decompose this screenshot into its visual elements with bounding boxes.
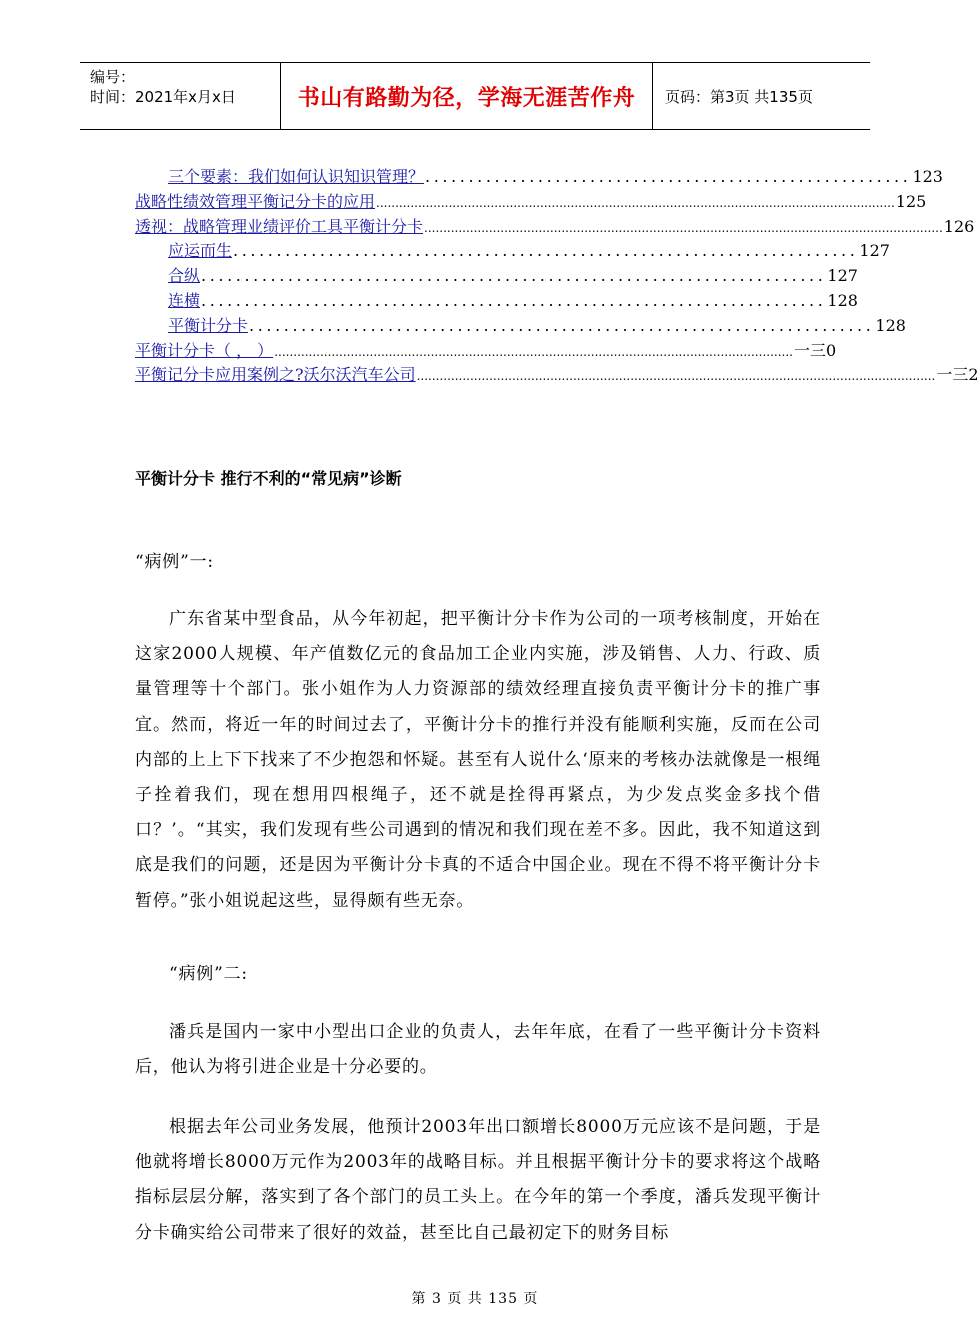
toc-leader: ........................................................................................................................................ [424,220,943,235]
toc-entry [135,214,975,239]
toc-page: 125 [895,191,927,211]
header-meta [80,63,280,129]
toc-page: 一三2 [936,365,979,385]
toc-leader: ........................................................ [425,167,912,186]
toc-page: 126 [943,216,975,236]
toc-leader: ........................................................................ [201,290,827,310]
toc-entry [135,238,890,263]
toc-page: 127 [827,266,858,286]
toc-page: 128 [875,315,906,335]
toc-page: 127 [859,241,890,261]
toc-leader: ........................................................................................................................................ [416,369,936,384]
toc-link[interactable]: 平衡记分卡应用案例之?沃尔沃汽车公司 [135,365,416,385]
toc-entry [135,338,837,363]
toc-leader: ........................................................................................................................................ [274,344,793,359]
toc-entry [135,189,927,214]
toc-page: 123 [912,167,943,186]
toc-link[interactable]: 透视：战略管理业绩评价工具平衡计分卡 [135,216,424,236]
case2-label: “病例”二: [169,964,248,984]
toc-leader: ........................................................................ [201,266,827,286]
page-footer: 第 3 页 共 135 页 [411,1291,539,1307]
toc-link[interactable]: 平衡计分卡（ ， ） [135,340,274,360]
toc-leader: ........................................................................ [249,315,875,335]
toc-entry [135,313,906,338]
toc-link[interactable]: 合纵 [168,266,201,286]
toc-entry [135,288,858,313]
header-motto: 书山有路勤为径，学海无涯苦作舟 [280,63,653,129]
toc-link[interactable]: 连横 [168,290,201,310]
toc-page: 128 [827,290,858,310]
toc-link[interactable]: 平衡计分卡 [168,315,249,335]
toc-link[interactable]: 战略性绩效管理平衡记分卡的应用 [135,191,376,211]
toc-entry [135,263,858,288]
toc-leader: ........................................................................................................................................ [376,195,895,210]
toc-leader: ........................................................................ [233,241,859,261]
header-page-code: 页码：第3页 共135页 [665,87,813,106]
serial-label: 编号： [90,68,136,86]
case1-label: “病例”一: [135,552,214,572]
article-heading: 平衡计分卡 推行不利的“常见病”诊断 [135,469,402,488]
toc-page: 一三0 [793,340,837,360]
toc-entry [135,362,979,387]
case2-paragraph-2: 根据去年公司业务发展，他预计2003年出口额增长8000万元应该不是问题，于是他就将增长8000万元作为2003年的战略目标。并且根据平衡计分卡的要求将这个战略指标层层分解，落实到了各个部门的员工头上。在今年的第一个季度，潘兵发现平衡计分卡确实给公司带来了很好的效益，甚至比自己最初定下的财务目标 [135,1117,821,1243]
case2-paragraph-1: 潘兵是国内一家中小型出口企业的负责人，去年年底，在看了一些平衡计分卡资料后，他认为将引进企业是十分必要的。 [135,1022,821,1078]
page-header [80,62,870,130]
time-label: 时间：2021年x月x日 [90,88,236,106]
table-of-contents [135,164,979,387]
toc-link[interactable]: 应运而生 [168,241,233,261]
toc-link[interactable]: 三个要素：我们如何认识知识管理？ [168,167,425,186]
toc-entry [135,164,943,189]
case1-paragraph: 广东省某中型食品，从今年初起，把平衡计分卡作为公司的一项考核制度，开始在这家2000人规模、年产值数亿元的食品加工企业内实施，涉及销售、人力、行政、质量管理等十个部门。张小姐作为人力资源部的绩效经理直接负责平衡计分卡的推广事宜。然而，将近一年的时间过去了，平衡计分卡的推行并没有能顺利实施，反而在公司内部的上上下下找来了不少抱怨和怀疑。甚至有人说什么‘原来的考核办法就像是一根绳子拴着我们，现在想用四根绳子，还不就是拴得再紧点，为少发点奖金多找个借口？’。“其实，我们发现有些公司遇到的情况和我们现在差不多。因此，我不知道这到底是我们的问题，还是因为平衡计分卡真的不适合中国企业。现在不得不将平衡计分卡暂停。”张小姐说起这些，显得颇有些无奈。 [135,609,821,911]
